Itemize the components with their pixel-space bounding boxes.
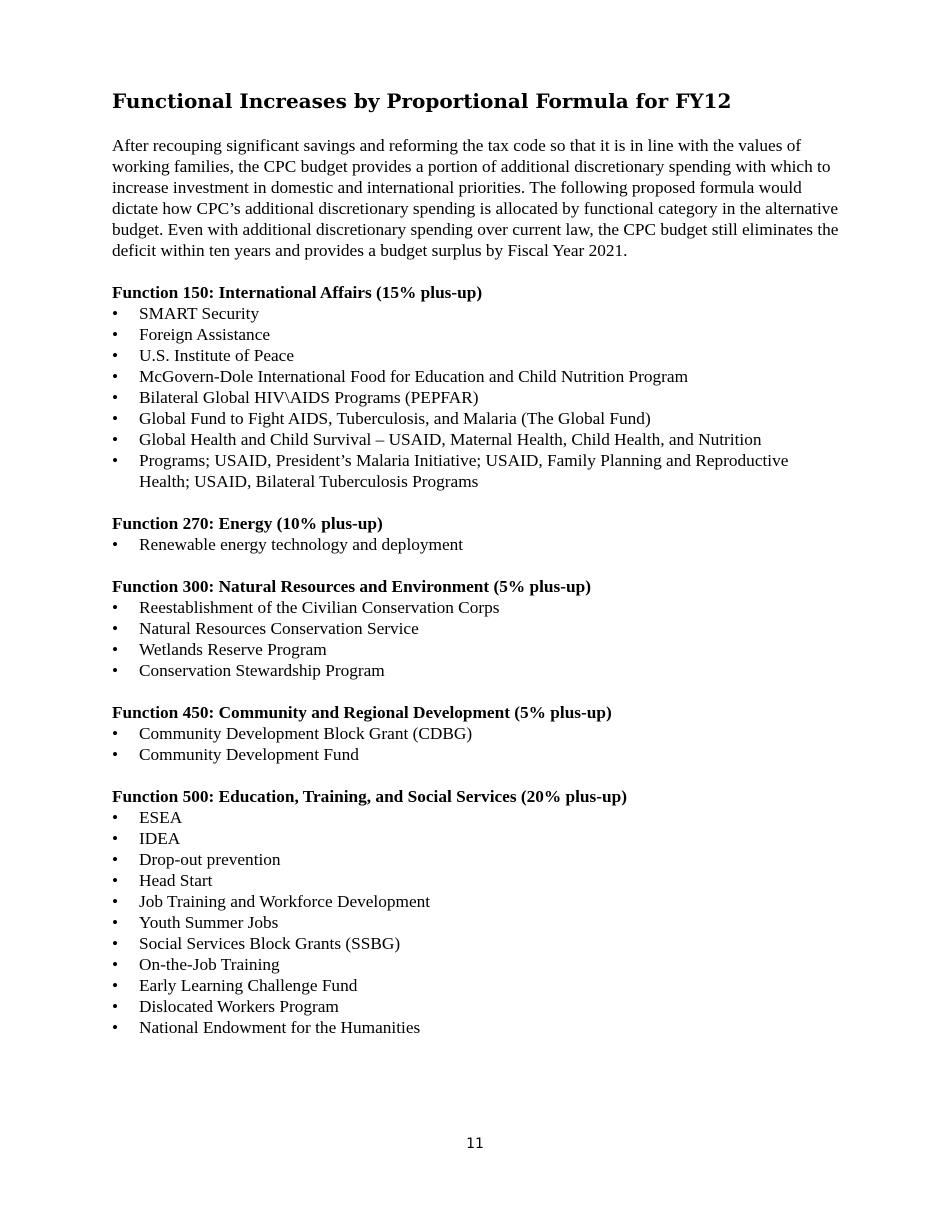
- list-item-text: Social Services Block Grants (SSBG): [139, 934, 401, 953]
- section-heading: Function 270: Energy (10% plus-up): [112, 514, 383, 533]
- bullet-icon: •: [112, 808, 119, 827]
- list-item-text: Wetlands Reserve Program: [139, 640, 327, 659]
- list-item-text: National Endowment for the Humanities: [139, 1018, 421, 1037]
- list-item-text: Drop-out prevention: [139, 850, 281, 869]
- list-item: [112, 828, 842, 849]
- list-item-text: Head Start: [139, 871, 213, 890]
- list-item-text: Global Health and Child Survival – USAID, Maternal Health, Child Health, and Nutrition: [139, 430, 762, 449]
- bullet-icon: •: [112, 829, 119, 848]
- list-item-text: Early Learning Challenge Fund: [139, 976, 358, 995]
- list-item-text: Youth Summer Jobs: [139, 913, 279, 932]
- list-item-text: Natural Resources Conservation Service: [139, 619, 419, 638]
- list-item: [112, 849, 842, 870]
- bullet-icon: •: [112, 430, 119, 449]
- list-item: [112, 450, 842, 492]
- bullet-icon: •: [112, 871, 119, 890]
- list-item: [112, 744, 842, 765]
- list-item: [112, 660, 842, 681]
- section-heading: Function 500: Education, Training, and Social Services (20% plus-up): [112, 787, 627, 806]
- list-item: [112, 597, 842, 618]
- bullet-icon: •: [112, 619, 119, 638]
- list-item-text: Community Development Block Grant (CDBG): [139, 724, 473, 743]
- bullet-icon: •: [112, 451, 119, 470]
- list-item: [112, 639, 842, 660]
- bullet-icon: •: [112, 724, 119, 743]
- page-number: 11: [466, 1136, 484, 1152]
- list-item: [112, 303, 842, 324]
- list-item: [112, 996, 842, 1017]
- list-item: [112, 387, 842, 408]
- section-heading: Function 450: Community and Regional Development (5% plus-up): [112, 703, 612, 722]
- list-item-text: Job Training and Workforce Development: [139, 892, 431, 911]
- function-section: [112, 702, 842, 765]
- function-sections: [112, 282, 842, 1038]
- list-item-text: U.S. Institute of Peace: [139, 346, 295, 365]
- list-item: [112, 912, 842, 933]
- list-item-text: SMART Security: [139, 304, 260, 323]
- bullet-list: [112, 723, 842, 765]
- list-item-text: Global Fund to Fight AIDS, Tuberculosis, and Malaria (The Global Fund): [139, 409, 651, 428]
- list-item: [112, 807, 842, 828]
- section-heading: Function 300: Natural Resources and Environment (5% plus-up): [112, 577, 591, 596]
- bullet-list: [112, 807, 842, 1038]
- list-item-text: Community Development Fund: [139, 745, 359, 764]
- list-item-text: Foreign Assistance: [139, 325, 271, 344]
- document-page: [112, 86, 842, 1059]
- function-section: [112, 513, 842, 555]
- bullet-list: [112, 534, 842, 555]
- bullet-icon: •: [112, 913, 119, 932]
- bullet-icon: •: [112, 934, 119, 953]
- function-section: [112, 576, 842, 681]
- bullet-icon: •: [112, 640, 119, 659]
- list-item-text: Conservation Stewardship Program: [139, 661, 385, 680]
- bullet-list: [112, 303, 842, 492]
- list-item: [112, 366, 842, 387]
- bullet-icon: •: [112, 661, 119, 680]
- list-item-text: Reestablishment of the Civilian Conservation Corps: [139, 598, 500, 617]
- list-item: [112, 870, 842, 891]
- list-item: [112, 345, 842, 366]
- bullet-icon: •: [112, 850, 119, 869]
- list-item-text: Bilateral Global HIV\AIDS Programs (PEPFAR): [139, 388, 479, 407]
- bullet-icon: •: [112, 1018, 119, 1037]
- section-heading: Function 150: International Affairs (15% plus-up): [112, 283, 483, 302]
- list-item-text: IDEA: [139, 829, 181, 848]
- list-item: [112, 954, 842, 975]
- bullet-icon: •: [112, 304, 119, 323]
- list-item-text: Renewable energy technology and deployment: [139, 535, 464, 554]
- list-item-text: McGovern-Dole International Food for Education and Child Nutrition Program: [139, 367, 689, 386]
- bullet-icon: •: [112, 598, 119, 617]
- list-item: [112, 408, 842, 429]
- bullet-icon: •: [112, 346, 119, 365]
- list-item: [112, 324, 842, 345]
- intro-paragraph: After recouping significant savings and reforming the tax code so that it is in line with the values of working families, the CPC budget provides a portion of additional discretionary spending with which to increase investment in domestic and international priorities. The following proposed formula would dictate how CPC’s additional discretionary spending is allocated by functional category in the alternative budget. Even with additional discretionary spending over current law, the CPC budget still eliminates the deficit within ten years and provides a budget surplus by Fiscal Year 2021.: [112, 136, 839, 260]
- list-item: [112, 1017, 842, 1038]
- bullet-icon: •: [112, 535, 119, 554]
- bullet-icon: •: [112, 745, 119, 764]
- function-section: [112, 282, 842, 492]
- list-item-text: Programs; USAID, President’s Malaria Initiative; USAID, Family Planning and Reproductive Health; USAID, Bilateral Tuberculosis Programs: [139, 451, 789, 491]
- list-item: [112, 975, 842, 996]
- bullet-icon: •: [112, 997, 119, 1016]
- bullet-icon: •: [112, 955, 119, 974]
- bullet-icon: •: [112, 409, 119, 428]
- bullet-icon: •: [112, 367, 119, 386]
- bullet-icon: •: [112, 325, 119, 344]
- bullet-icon: •: [112, 976, 119, 995]
- list-item-text: Dislocated Workers Program: [139, 997, 339, 1016]
- list-item: [112, 891, 842, 912]
- page-title: Functional Increases by Proportional Formula for FY12: [112, 89, 732, 113]
- list-item: [112, 429, 842, 450]
- bullet-icon: •: [112, 892, 119, 911]
- bullet-list: [112, 597, 842, 681]
- list-item-text: On-the-Job Training: [139, 955, 280, 974]
- list-item-text: ESEA: [139, 808, 183, 827]
- function-section: [112, 786, 842, 1038]
- list-item: [112, 933, 842, 954]
- list-item: [112, 618, 842, 639]
- list-item: [112, 534, 842, 555]
- bullet-icon: •: [112, 388, 119, 407]
- list-item: [112, 723, 842, 744]
